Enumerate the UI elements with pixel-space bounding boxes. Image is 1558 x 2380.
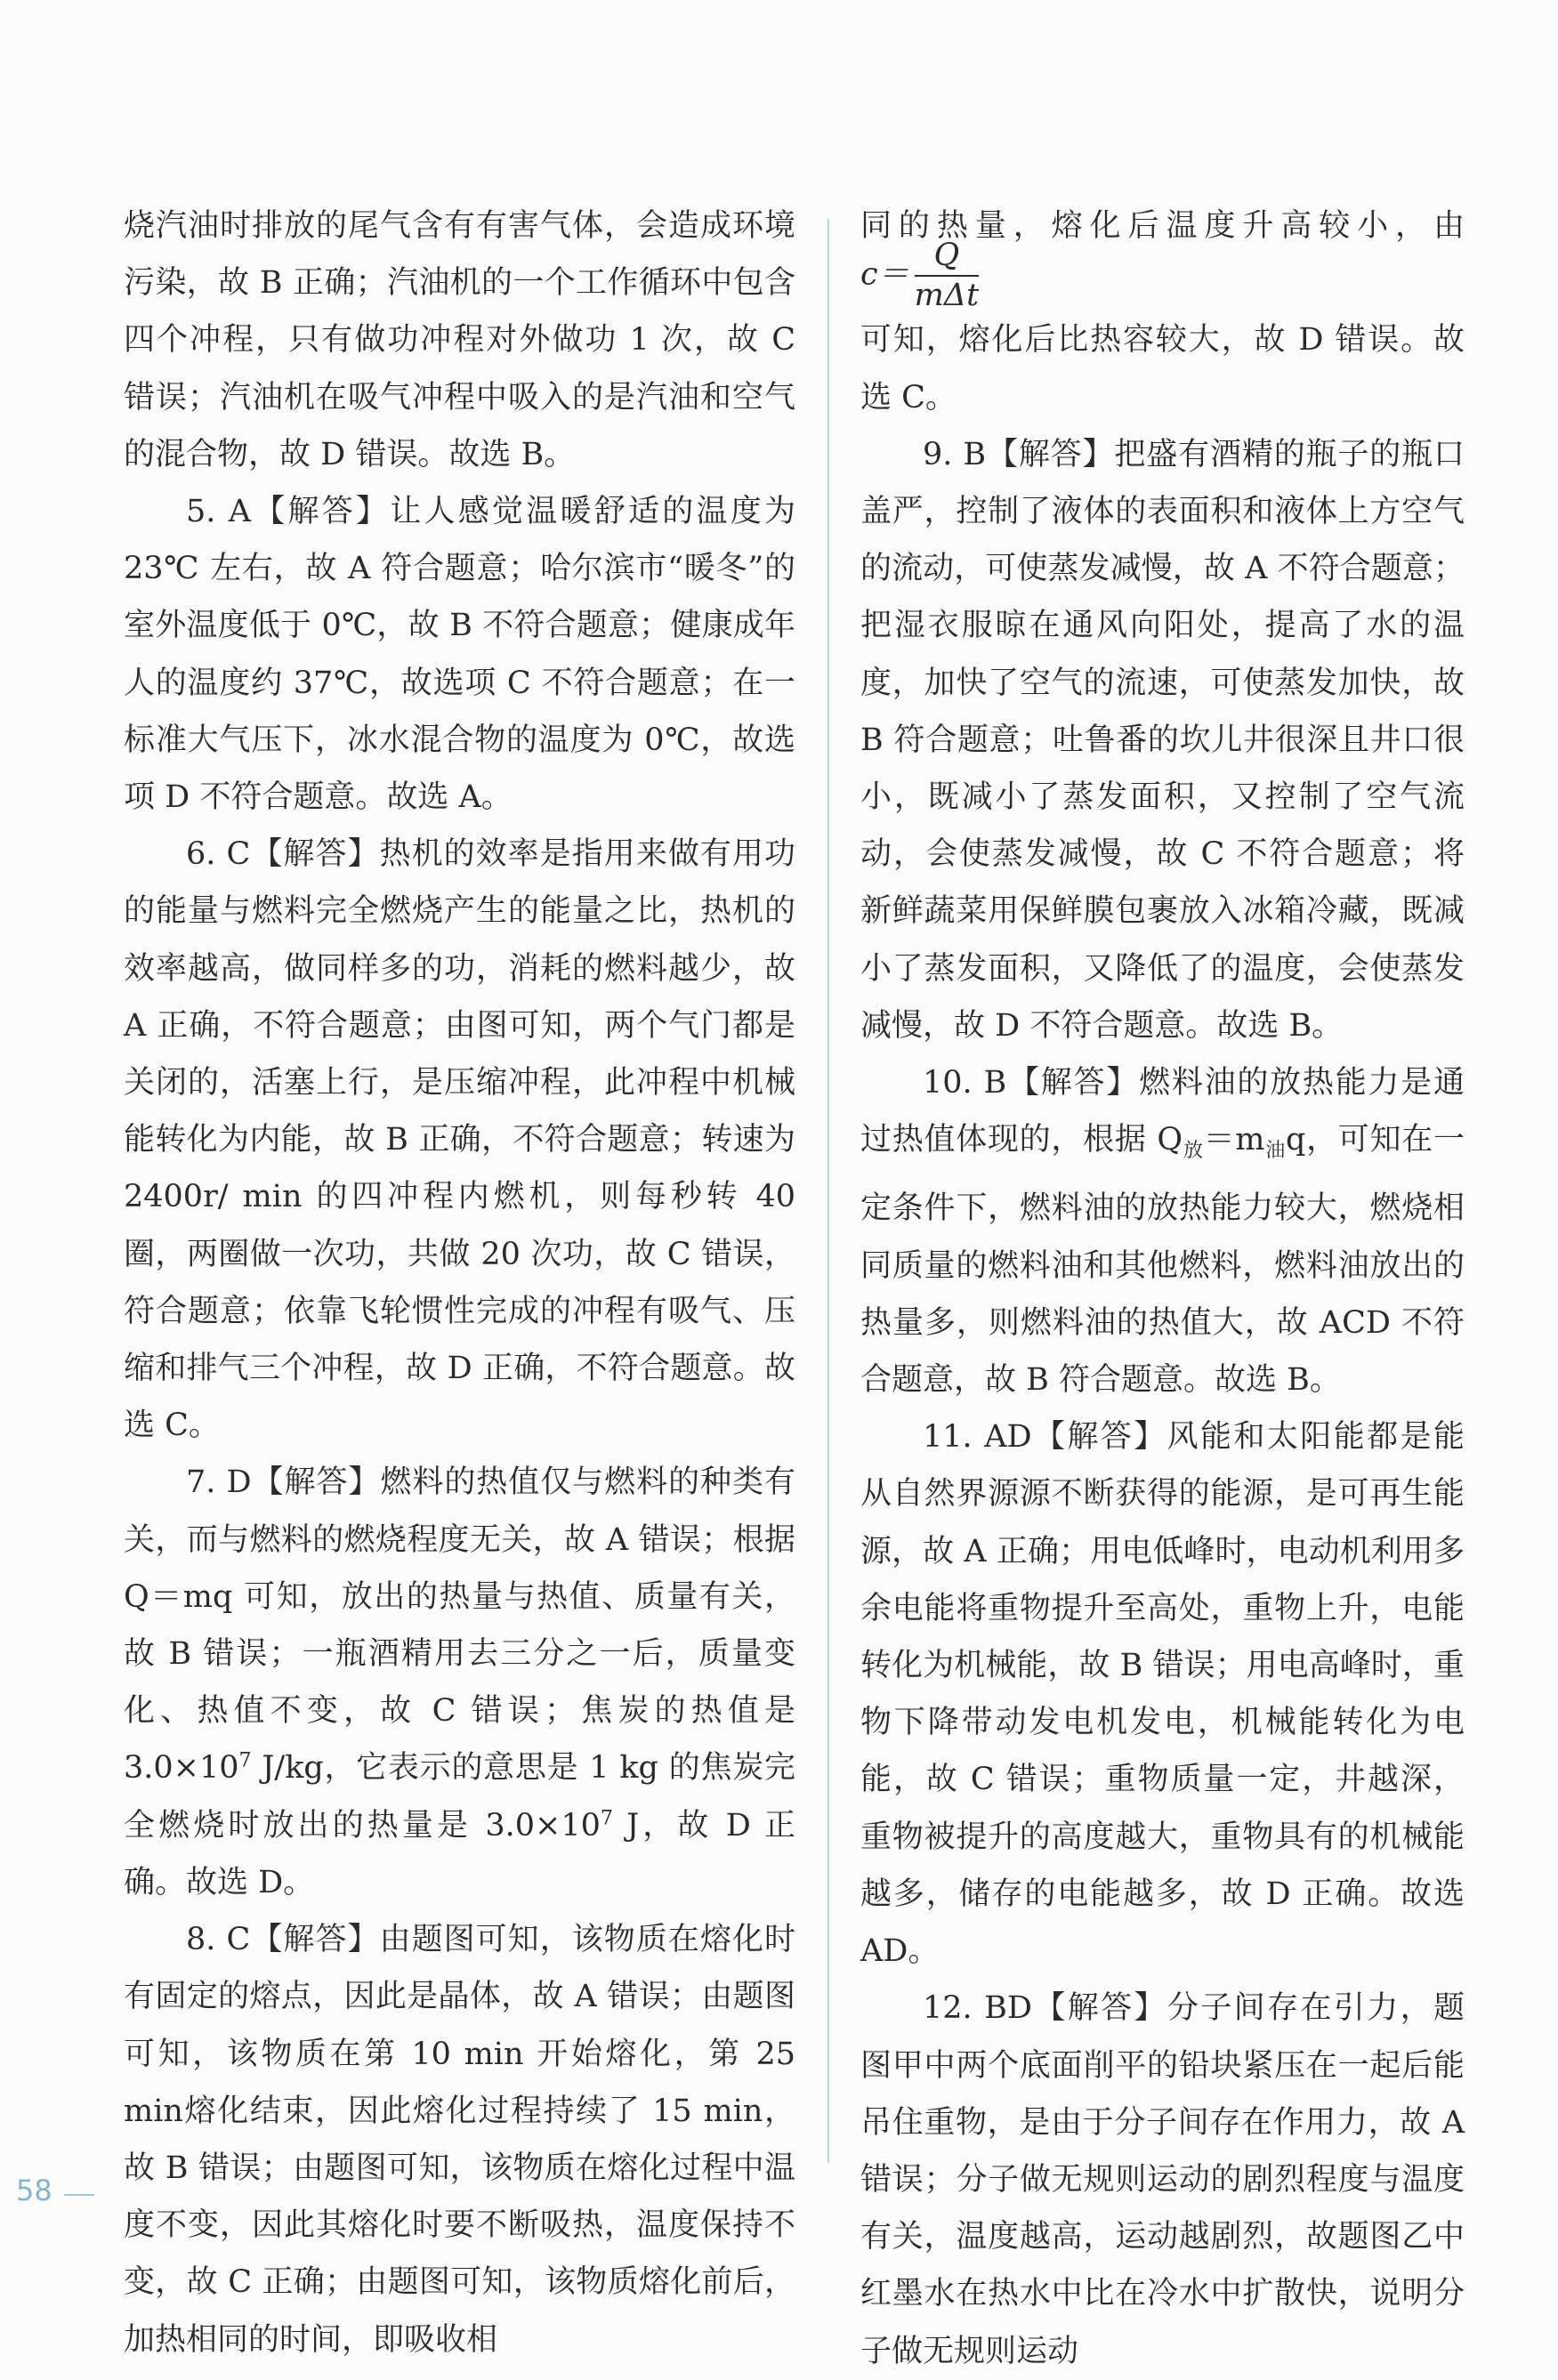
answer-6: 6. C【解答】热机的效率是指用来做有用功的能量与燃料完全燃烧产生的能量之比，热机的效率越高，做同样多的功，消耗的燃料越少，故 A 正确，不符合题意；由图可知，两个气门都是关闭的，活塞上行，是压缩冲程，此冲程中机械能转化为内能，故 B 正确，不符合题意；转速为 2400r/ min 的四冲程内燃机，则每秒转 40 圈，两圈做一次功，共做 20 次功，故 C 错误，符合题意；依靠飞轮惯性完成的冲程有吸气、压缩和排气三个冲程，故 D 正确，不符合题意。故选 C。 [124,836,795,1444]
exponent: 7 [238,1749,252,1772]
answer-9: 9. B【解答】把盛有酒精的瓶子的瓶口盖严，控制了液体的表面积和液体上方空气的流动，可使蒸发减慢，故 A 不符合题意；把湿衣服晾在通风向阳处，提高了水的温度，加快了空气的流速，可使蒸发加快，故 B 符合题意；吐鲁番的坎儿井很深且井口很小，既减小了蒸发面积，又控制了空气流动，会使蒸发减慢，故 C 不符合题意；将新鲜蔬菜用保鲜膜包裹放入冰箱冷藏，既减小了蒸发面积，又降低了的温度，会使蒸发减慢，故 D 不符合题意。故选 B。 [860,436,1465,1044]
answer-10-text-b: ＝m [1203,1122,1265,1158]
left-column [124,198,795,2368]
specific-heat-formula [860,237,980,313]
answer-12: 12. BD【解答】分子间存在引力，题图甲中两个底面削平的铅块紧压在一起后能吊住重物，是由于分子间存在作用力，故 A 错误；分子做无规则运动的剧烈程度与温度有关，温度越高，运动越剧烈，故题图乙中红墨水在热水中比在冷水中扩散快，说明分子做无规则运动 [860,1990,1465,2369]
answer-5: 5. A【解答】让人感觉温暖舒适的温度为 23℃ 左右，故 A 符合题意；哈尔滨市“暖冬”的室外温度低于 0℃，故 B 不符合题意；健康成年人的温度约 37℃，故选项 C 不符合题意；在一标准大气压下，冰水混合物的温度为 0℃，故选项 D 不符合题意。故选 A。 [124,494,795,816]
exponent: 7 [600,1807,613,1830]
paragraph-continued: 烧汽油时排放的尾气含有有害气体，会造成环境污染，故 B 正确；汽油机的一个工作循环中包含四个冲程，只有做功冲程对外做功 1 次，故 C 错误；汽油机在吸气冲程中吸入的是汽油和空气的混合物，故 D 错误。故选 B。 [124,208,795,472]
formula-numerator: Q [915,240,980,277]
paragraph-continued [860,198,1465,426]
formula-denominator: mΔt [914,277,980,313]
answer-7-text-a: 7. D【解答】燃料的热值仅与燃料的种类有关，而与燃料的燃烧程度无关，故 A 错误；根据 Q＝mq 可知，放出的热量与热值、质量有关，故 B 错误；一瓶酒精用去三分之一后，质量变化、热值不变，故 C 错误；焦炭的热值是 3.0×10 [124,1464,795,1787]
answer-10-text-a: 10. B【解答】燃料油的放热能力是通过热值体现的，根据 Q [860,1065,1465,1158]
answer-7-text-b: J/kg，它表示的意思是 1 kg 的焦炭完全燃烧时放出的热量是 3.0×10 [124,1750,795,1843]
formula-fraction [914,237,980,313]
answer-8-cont-a: 同的热量，熔化后温度升高较小，由 [860,208,1465,244]
answer-11: 11. AD【解答】风能和太阳能都是能从自然界源源不断获得的能源，是可再生能源，故 A 正确；用电低峰时，电动机利用多余电能将重物提升至高处，重物上升，电能转化为机械能，故 B 错误；用电高峰时，重物下降带动发电机发电，机械能转化为电能，故 C 错误；重物质量一定，井越深，重物被提升的高度越大，重物具有的机械能越多，储存的电能越多，故 D 正确。故选 AD。 [860,1419,1465,1970]
answer-7 [124,1454,795,1911]
page-number-rule [64,2194,94,2196]
formula-lhs: c＝ [860,256,909,293]
answer-7-text-c: J，故 D 正确。故选 D。 [124,1807,795,1900]
subscript: 油 [1264,1140,1286,1163]
page-number: 58 [16,2174,52,2207]
answer-10 [860,1054,1465,1408]
right-column [860,198,1465,2380]
answer-8-cont-b: 可知，熔化后比热容较大，故 D 错误。故选 C。 [860,322,1465,415]
column-divider [827,219,829,2163]
answer-8: 8. C【解答】由题图可知，该物质在熔化时有固定的熔点，因此是晶体，故 A 错误；由题图可知，该物质在第 10 min 开始熔化，第 25 min熔化结束，因此熔化过程持续了 15 min，故 B 错误；由题图可知，该物质在熔化过程中温度不变，因此其熔化时要不断吸热，温度保持不变，故 C 正确；由题图可知，该物质熔化前后，加热相同的时间，即吸收相 [124,1922,795,2358]
subscript: 放 [1183,1140,1204,1163]
answer-10-text-c: q，可知在一定条件下，燃料油的放热能力较大，燃烧相同质量的燃料油和其他燃料，燃料油放出的热量多，则燃料油的热值大，故 ACD 不符合题意，故 B 符合题意。故选 B。 [860,1122,1465,1399]
